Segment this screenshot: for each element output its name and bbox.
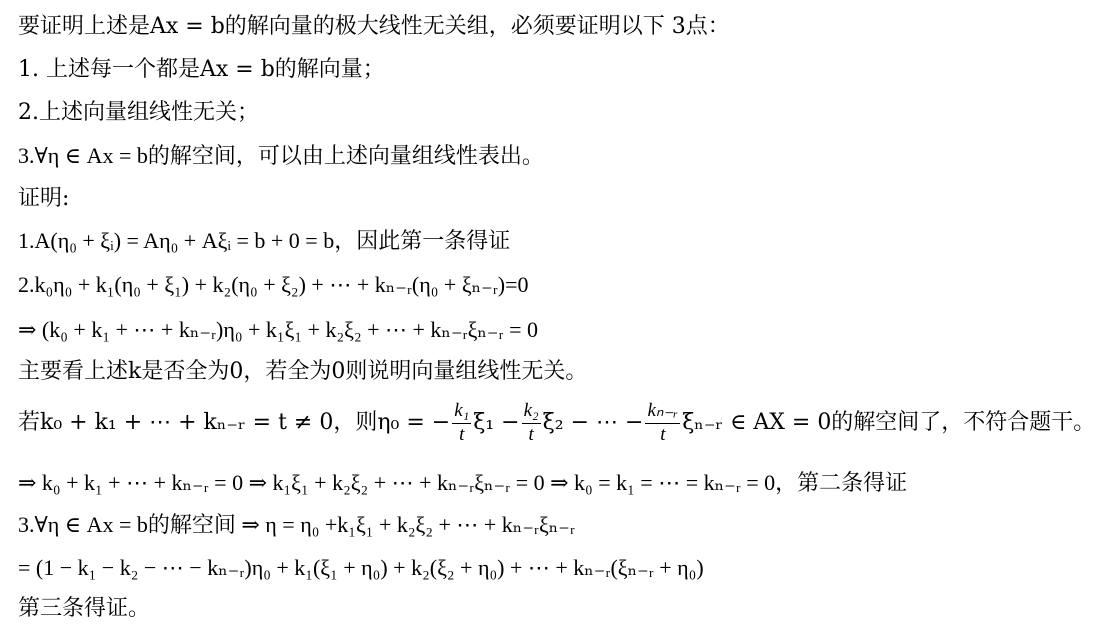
fraction-denominator: t [528, 423, 534, 445]
proof-step-2-rearranged: ⇒ (k₀ + k₁ + ⋯ + kₙ₋ᵣ)η₀ + k₁ξ₁ + k₂ξ₂ + ⋯ + kₙ₋ᵣξₙ₋ᵣ = 0 [18, 317, 538, 342]
proof-step-2-note: 主要看上述k是否全为0，若全为0则说明向量组线性无关。 [18, 359, 588, 384]
proof-step-2-conclusion: ⇒ k₀ + k₁ + ⋯ + kₙ₋ᵣ = 0 ⇒ k₁ξ₁ + k₂ξ₂ + ⋯ + kₙ₋ᵣξₙ₋ᵣ = 0 ⇒ k₀ = k₁ = ⋯ = kₙ₋ᵣ = 0，第二条得证 [18, 470, 908, 495]
proof-heading: 证明: [18, 186, 70, 211]
fraction-knr-over-t [645, 401, 680, 446]
requirement-1: 1. 上述每一个都是Ax = b的解向量； [18, 57, 385, 82]
proof-step-2-case [18, 401, 1095, 446]
proof-step-3-expansion: = (1 − k₁ − k₂ − ⋯ − kₙ₋ᵣ)η₀ + k₁(ξ₁ + η₀) + k₂(ξ₂ + η₀) + ⋯ + kₙ₋ᵣ(ξₙ₋ᵣ + η₀) [18, 555, 704, 580]
proof-step-3-conclusion: 第三条得证。 [18, 596, 151, 621]
proof-step-3-equation: 3.∀η ∈ Ax = b的解空间 ⇒ η = η₀ +k₁ξ₁ + k₂ξ₂ + ⋯ + kₙ₋ᵣξₙ₋ᵣ [18, 512, 575, 537]
fraction-numerator: k₂ [522, 401, 541, 424]
fraction-denominator: t [660, 423, 666, 445]
fraction-denominator: t [459, 423, 465, 445]
fraction-k1-over-t [452, 401, 471, 446]
fraction-numerator: kₙ₋ᵣ [645, 401, 680, 424]
case-suffix: ξₙ₋ᵣ ∈ AX = 0的解空间了，不符合题干。 [682, 410, 1096, 436]
case-term-1: ξ₁ − [473, 410, 520, 436]
fraction-k2-over-t [522, 401, 541, 446]
requirement-2: 2.上述向量组线性无关； [18, 100, 259, 125]
proof-step-2-equation: 2.k₀η₀ + k₁(η₀ + ξ₁) + k₂(η₀ + ξ₂) + ⋯ + kₙ₋ᵣ(η₀ + ξₙ₋ᵣ)=0 [18, 272, 529, 297]
proof-step-1: 1.A(η₀ + ξᵢ) = Aη₀ + Aξᵢ = b + 0 = b，因此第一条得证 [18, 228, 511, 253]
case-prefix: 若k₀ + k₁ + ⋯ + kₙ₋ᵣ = t ≠ 0，则η₀ = − [18, 410, 451, 436]
case-term-2: ξ₂ − ⋯ − [542, 410, 644, 436]
intro-statement: 要证明上述是Ax = b的解向量的极大线性无关组，必须要证明以下 3点： [18, 14, 730, 39]
requirement-3: 3.∀η ∈ Ax = b的解空间，可以由上述向量组线性表出。 [18, 143, 544, 168]
fraction-numerator: k₁ [452, 401, 471, 424]
